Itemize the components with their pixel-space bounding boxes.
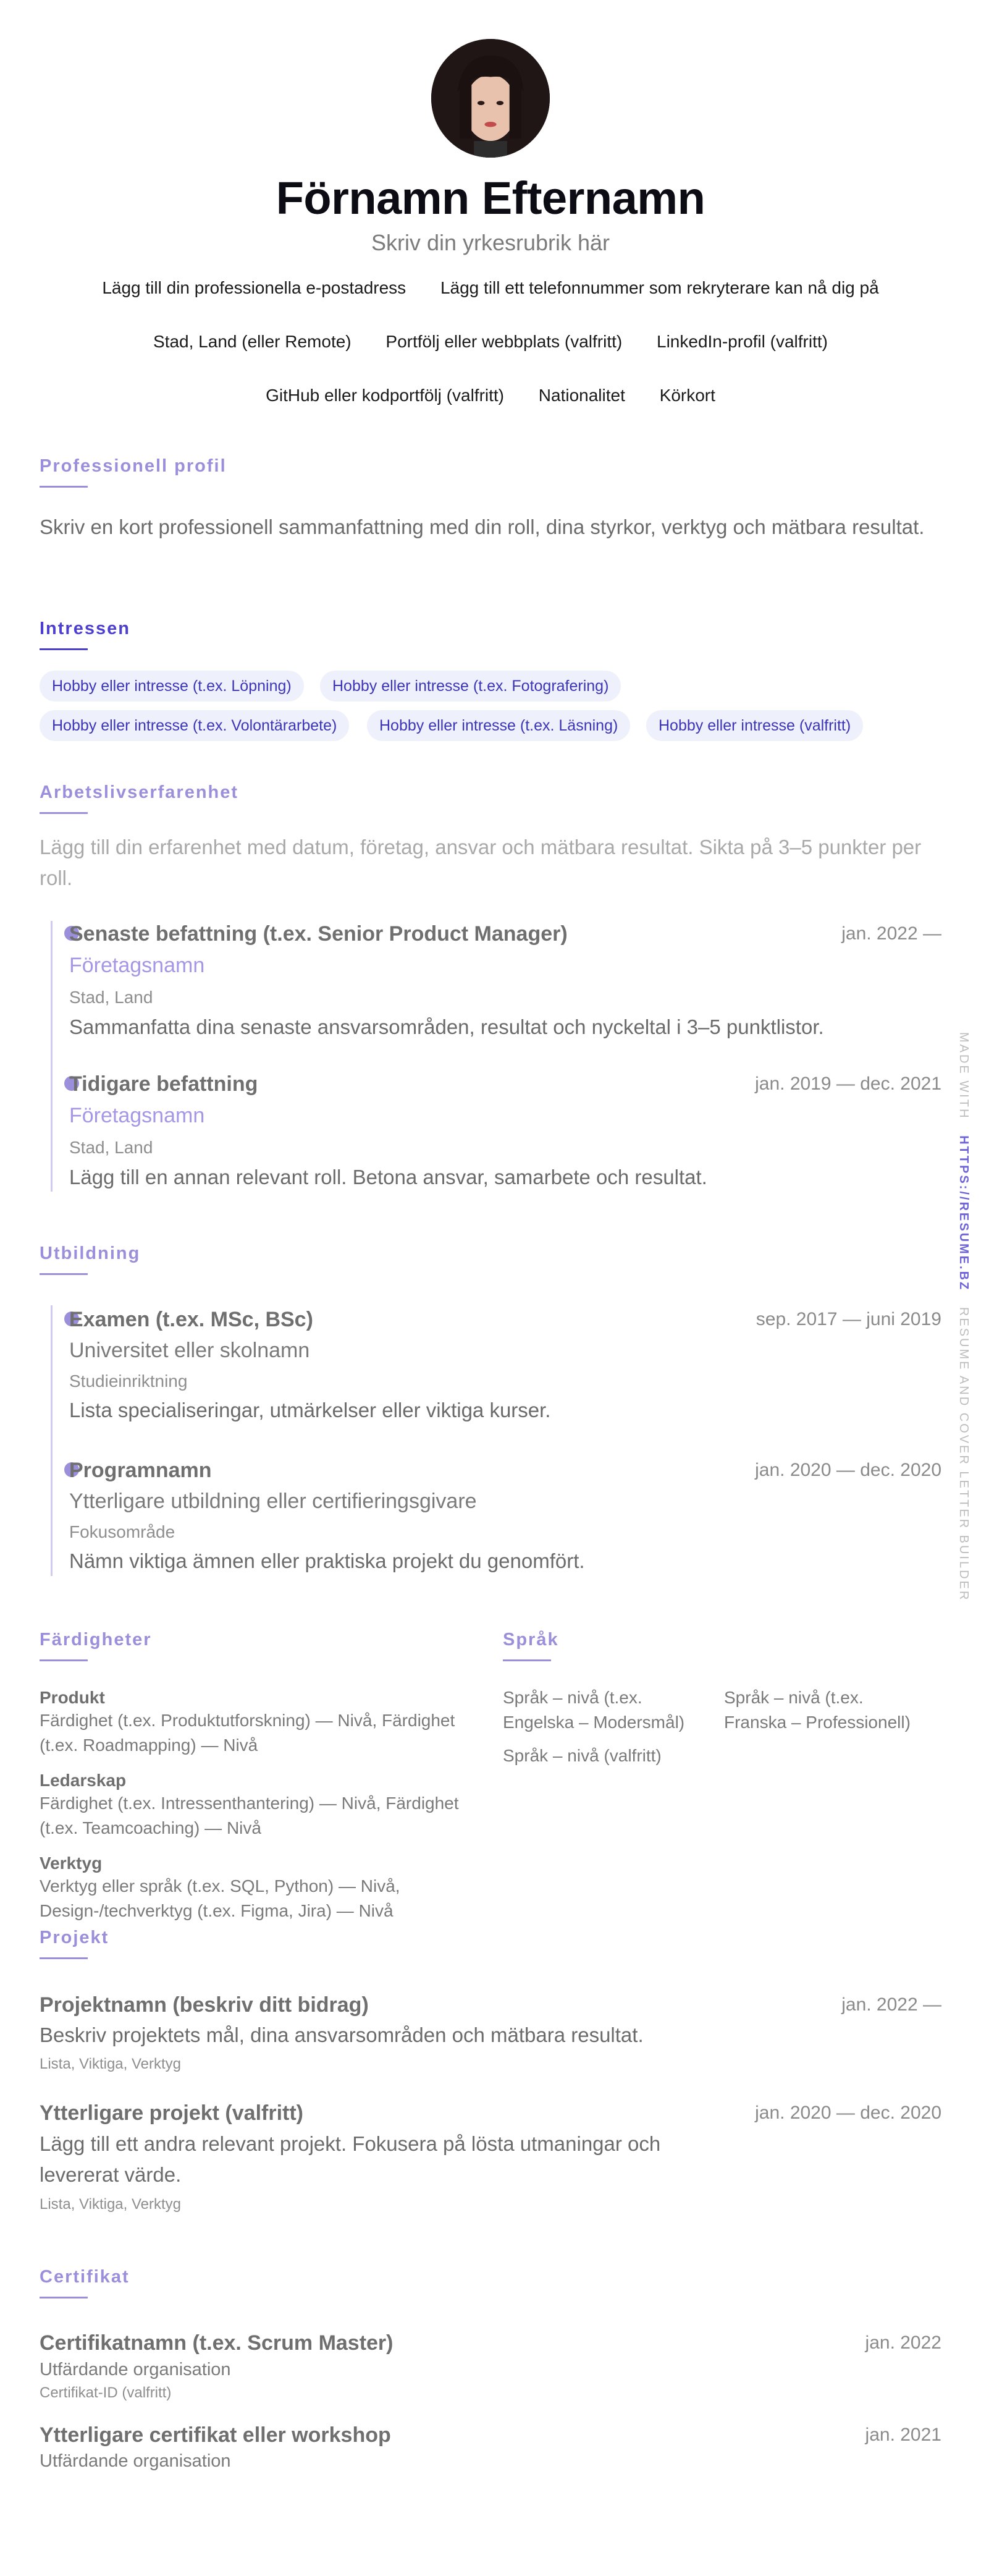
contact-row-3: [0, 386, 981, 405]
contact-email[interactable]: Lägg till din professionella e-postadress: [102, 278, 406, 297]
project-tags: Lista, Viktiga, Verktyg: [40, 2196, 182, 2213]
section-title-certificates: Certifikat: [40, 2267, 130, 2287]
section-title-interests: Intressen: [40, 619, 130, 638]
section-underline: [40, 486, 88, 488]
section-title-languages: Språk: [503, 1630, 559, 1650]
job-title: Senaste befattning (t.ex. Senior Product Manager): [69, 922, 568, 946]
project-title: Ytterligare projekt (valfritt): [40, 2101, 303, 2125]
job-location: Stad, Land: [69, 1138, 153, 1157]
skill-group-name: Ledarskap: [40, 1771, 127, 1790]
project-date: jan. 2022 —: [841, 1994, 941, 2015]
job-company: Företagsnamn: [69, 954, 205, 977]
section-underline: [40, 2297, 88, 2298]
job-date: jan. 2022 —: [841, 923, 941, 944]
section-title-education: Utbildning: [40, 1244, 141, 1263]
section-underline: [40, 1957, 88, 1959]
experience-intro: Lägg till din erfarenhet med datum, företag, ansvar och mätbara resultat. Sikta på 3–5 punkter per roll.: [40, 836, 922, 889]
section-title-projects: Projekt: [40, 1928, 109, 1947]
degree-date: sep. 2017 — juni 2019: [756, 1309, 941, 1329]
interest-chip: Hobby eller intresse (t.ex. Fotografering): [320, 671, 621, 701]
language-item: Språk – nivå (valfritt): [503, 1746, 662, 1765]
job-company: Företagsnamn: [69, 1104, 205, 1127]
contact-nationality: Nationalitet: [538, 386, 625, 405]
certificate-title: Certifikatnamn (t.ex. Scrum Master): [40, 2331, 394, 2355]
skill-group-text: Verktyg eller språk (t.ex. SQL, Python) — Nivå, Design-/techverktyg (t.ex. Figma, Jira) — Nivå: [40, 1876, 400, 1920]
job-location: Stad, Land: [69, 988, 153, 1007]
contact-github[interactable]: GitHub eller kodportfölj (valfritt): [266, 386, 504, 405]
skill-group-name: Verktyg: [40, 1854, 103, 1873]
profile-summary: Skriv en kort professionell sammanfattning med din roll, dina styrkor, verktyg och mätbara resultat.: [40, 515, 925, 538]
school-name: Ytterligare utbildning eller certifieringsgivare: [69, 1489, 477, 1513]
section-title-skills: Färdigheter: [40, 1630, 152, 1650]
certificate-date: jan. 2021: [865, 2425, 941, 2445]
certificate-date: jan. 2022: [865, 2332, 941, 2353]
interest-chip: Hobby eller intresse (valfritt): [646, 710, 863, 741]
skill-group-name: Produkt: [40, 1688, 105, 1707]
section-underline: [40, 812, 88, 814]
job-date: jan. 2019 — dec. 2021: [755, 1074, 941, 1094]
full-name: Förnamn Efternamn: [276, 172, 705, 224]
degree-date: jan. 2020 — dec. 2020: [755, 1460, 941, 1480]
interest-chip: Hobby eller intresse (t.ex. Volontärarbete): [40, 710, 349, 741]
watermark-prefix: MADE WITH: [957, 1032, 970, 1120]
job-description: Lägg till en annan relevant roll. Betona ansvar, samarbete och resultat.: [69, 1166, 707, 1188]
section-underline: [503, 1659, 551, 1661]
degree-title: Programnamn: [69, 1459, 212, 1482]
contact-phone[interactable]: Lägg till ett telefonnummer som rekryterare kan nå dig på: [440, 278, 879, 297]
watermark: [953, 1032, 970, 1602]
study-field: Fokusområde: [69, 1522, 175, 1541]
skill-group-text: Färdighet (t.ex. Intressenthantering) — Nivå, Färdighet (t.ex. Teamcoaching) — Nivå: [40, 1794, 459, 1837]
language-item: Språk – nivå (t.ex. Franska – Professionell): [724, 1688, 911, 1732]
school-name: Universitet eller skolnamn: [69, 1339, 310, 1362]
section-title-profile: Professionell profil: [40, 456, 227, 476]
contact-license: Körkort: [659, 386, 715, 405]
degree-title: Examen (t.ex. MSc, BSc): [69, 1308, 313, 1331]
project-tags: Lista, Viktiga, Verktyg: [40, 2056, 182, 2072]
experience-timeline: [51, 921, 53, 1192]
certificate-title: Ytterligare certifikat eller workshop: [40, 2423, 391, 2447]
contact-row-2: [0, 332, 981, 352]
language-item: Språk – nivå (t.ex. Engelska – Modersmål): [503, 1688, 685, 1732]
avatar: [431, 39, 550, 158]
project-date: jan. 2020 — dec. 2020: [755, 2103, 941, 2123]
job-title: Tidigare befattning: [69, 1072, 258, 1096]
section-underline: [40, 1659, 88, 1661]
contact-row-1: [0, 278, 981, 298]
skill-group-text: Färdighet (t.ex. Produktutforskning) — Nivå, Färdighet (t.ex. Roadmapping) — Nivå: [40, 1711, 455, 1755]
certificate-org: Utfärdande organisation: [40, 2360, 231, 2379]
certificate-id: Certifikat-ID (valfritt): [40, 2384, 172, 2401]
contact-location: Stad, Land (eller Remote): [153, 332, 352, 351]
study-field: Studieinriktning: [69, 1371, 188, 1391]
contact-linkedin[interactable]: LinkedIn-profil (valfritt): [657, 332, 828, 351]
section-underline: [40, 648, 88, 650]
contact-portfolio[interactable]: Portfölj eller webbplats (valfritt): [385, 332, 623, 351]
project-title: Projektnamn (beskriv ditt bidrag): [40, 1993, 369, 2017]
watermark-link[interactable]: HTTPS://RESUME.BZ: [957, 1135, 970, 1292]
section-underline: [40, 1273, 88, 1275]
education-timeline: [51, 1305, 53, 1576]
degree-description: Nämn viktiga ämnen eller praktiska projekt du genomfört.: [69, 1549, 585, 1572]
headline: Skriv din yrkesrubrik här: [371, 230, 610, 255]
watermark-suffix: RESUME AND COVER LETTER BUILDER: [957, 1307, 970, 1602]
project-description: Lägg till ett andra relevant projekt. Fokusera på lösta utmaningar och levererat värde.: [40, 2132, 661, 2186]
certificate-org: Utfärdande organisation: [40, 2451, 231, 2471]
section-title-experience: Arbetslivserfarenhet: [40, 782, 239, 802]
profile-photo: [431, 39, 550, 158]
interest-chip: Hobby eller intresse (t.ex. Löpning): [40, 671, 304, 701]
degree-description: Lista specialiseringar, utmärkelser eller viktiga kurser.: [69, 1399, 551, 1421]
interest-chip: Hobby eller intresse (t.ex. Läsning): [367, 710, 630, 741]
job-description: Sammanfatta dina senaste ansvarsområden, resultat och nyckeltal i 3–5 punktlistor.: [69, 1015, 824, 1038]
project-description: Beskriv projektets mål, dina ansvarsområden och mätbara resultat.: [40, 2023, 644, 2046]
